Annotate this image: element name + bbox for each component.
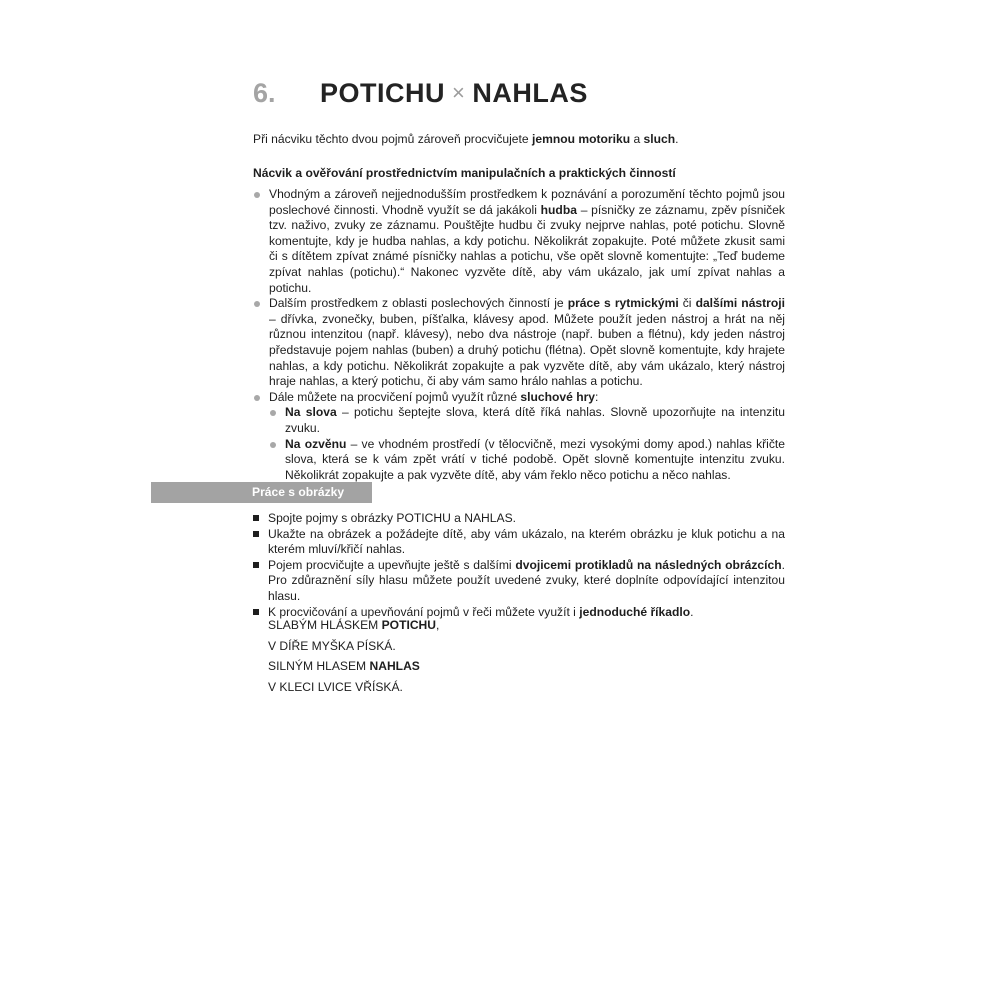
picture-work-list xyxy=(253,511,785,620)
rhyme-line xyxy=(268,615,439,636)
rhyme-line: V DÍŘE MYŠKA PÍSKÁ. xyxy=(268,638,396,653)
intro-text: Při nácviku těchto dvou pojmů zároveň procvičujete xyxy=(253,132,532,146)
rhyme-bold: NAHLAS xyxy=(369,659,420,674)
intro-bold-fine-motor: jemnou motoriku xyxy=(531,132,631,146)
item-bold: práce s rytmickými xyxy=(567,296,679,311)
item-bold: dalšími nástroji xyxy=(695,296,785,311)
intro-paragraph xyxy=(253,132,785,148)
list-item: Spojte pojmy s obrázky POTICHU a NAHLAS. xyxy=(253,511,785,527)
item-text: – ve vhodném prostředí (v tělocvičně, mezi vysokými domy apod.) nahlas křičte slova, která se k vám zpět vrátí v tiché podobě. Opět slovně komentujte intenzitu zvuku. Několikrát zopakujte a pak vyzvěte dítě, aby vám řeklo něco potichu a něco nahlas. xyxy=(285,436,785,482)
sub-list-item xyxy=(269,437,785,484)
chapter-heading xyxy=(253,78,588,118)
chapter-title-separator: × xyxy=(452,80,466,105)
rhyme-text: , xyxy=(436,618,440,632)
item-text: – písničky ze záznamu, zpěv písniček tzv. naživo, zvuky ze záznamu. Pouštějte hudbu či zvuky nejprve nahlas, poté potichu. Slovně komentujte, kdy je hudba nahlas, a kdy potichu. Několikrát zopakujte. Poté můžete zkusit sami či s dítětem zpívat známé písničky nahlas a potichu, vše opět slovně komentujte: „Teď budeme zpívat nahlas (potichu).“ Nakonec vyzvěte dítě, aby vám ukázalo, jak umí zpívat nahlas a potichu. xyxy=(269,202,785,295)
item-text: . Pro zdůraznění síly hlasu můžete použít uvedené zvuky, které doplníte odpovídající intenzitou hlasu. xyxy=(268,557,785,603)
rhyme-line: V KLECI LVICE VŘÍSKÁ. xyxy=(268,680,403,695)
section-subheading: Nácvik a ověřování prostřednictvím manipulačních a praktických činností xyxy=(253,166,676,180)
list-item xyxy=(253,390,785,484)
item-text: : xyxy=(595,389,599,404)
item-text: Pojem procvičujte a upevňujte ještě s dalšími xyxy=(268,557,516,572)
item-text: . xyxy=(690,604,694,619)
item-bold: dvojicemi protikladů na následných obrázcích xyxy=(515,557,782,572)
item-text: Dalším prostředkem z oblasti poslechových činností je xyxy=(269,296,568,311)
banner-label: Práce s obrázky xyxy=(252,485,345,499)
chapter-number: 6. xyxy=(253,78,276,108)
list-item xyxy=(253,187,785,296)
intro-text: . xyxy=(675,132,679,146)
rhyme-line xyxy=(268,656,439,677)
intro-bold-hearing: sluch xyxy=(643,132,676,146)
chapter-title-left: POTICHU xyxy=(320,78,445,108)
list-item: Ukažte na obrázek a požádejte dítě, aby vám ukázalo, na kterém obrázku je kluk potichu a na kterém mluví/křičí nahlas. xyxy=(253,527,785,558)
item-bold: Na slova xyxy=(285,405,337,420)
activities-list xyxy=(253,187,785,483)
item-bold: hudba xyxy=(540,202,577,217)
item-text: či xyxy=(678,296,696,311)
item-text: Dále můžete na procvičení pojmů využít různé xyxy=(269,389,521,404)
item-text: Vhodným a zároveň nejjednodušším prostředkem k poznávání a porozumění těchto pojmů jsou poslechové činnosti. Vhodně využít se dá jakákoli xyxy=(269,187,785,217)
sub-list-item xyxy=(269,405,785,436)
section-banner xyxy=(151,482,372,503)
item-bold: jednoduché říkadlo xyxy=(579,604,691,619)
list-item xyxy=(253,296,785,390)
item-text: K procvičování a upevňování pojmů v řeči můžete využít i xyxy=(268,604,580,619)
rhyme-text: SILNÝM HLASEM xyxy=(268,659,370,674)
chapter-title-right: NAHLAS xyxy=(472,78,588,108)
rhyme-text: SLABÝM HLÁSKEM xyxy=(268,618,382,632)
list-item xyxy=(253,558,785,605)
item-text: – dřívka, zvonečky, buben, píšťalka, klávesy apod. Můžete použít jeden nástroj a hrát na něj různou intenzitou (např. klávesy), nebo dva nástroje (např. buben a flétnu), kdy jeden nástroj představuje pojem nahlas (buben) a druhý potichu (flétna). Opět slovně komentujte, kdy hrajete nahlas, a kdy potichu. Několikrát zopakujte a pak vyzvěte dítě, aby vám ukázalo, který nástroj hraje nahlas, a který potichu, či aby vám samo hrálo nahlas a potichu. xyxy=(269,311,785,389)
chapter-title xyxy=(320,78,588,109)
item-bold: sluchové hry xyxy=(520,389,596,404)
rhyme-bold: POTICHU xyxy=(381,618,437,632)
item-text: – potichu šeptejte slova, která dítě říká nahlas. Slovně upozorňujte na intenzitu zvuku. xyxy=(285,405,785,435)
item-bold: Na ozvěnu xyxy=(285,436,347,451)
intro-text: a xyxy=(630,132,644,146)
rhyme xyxy=(268,615,439,698)
